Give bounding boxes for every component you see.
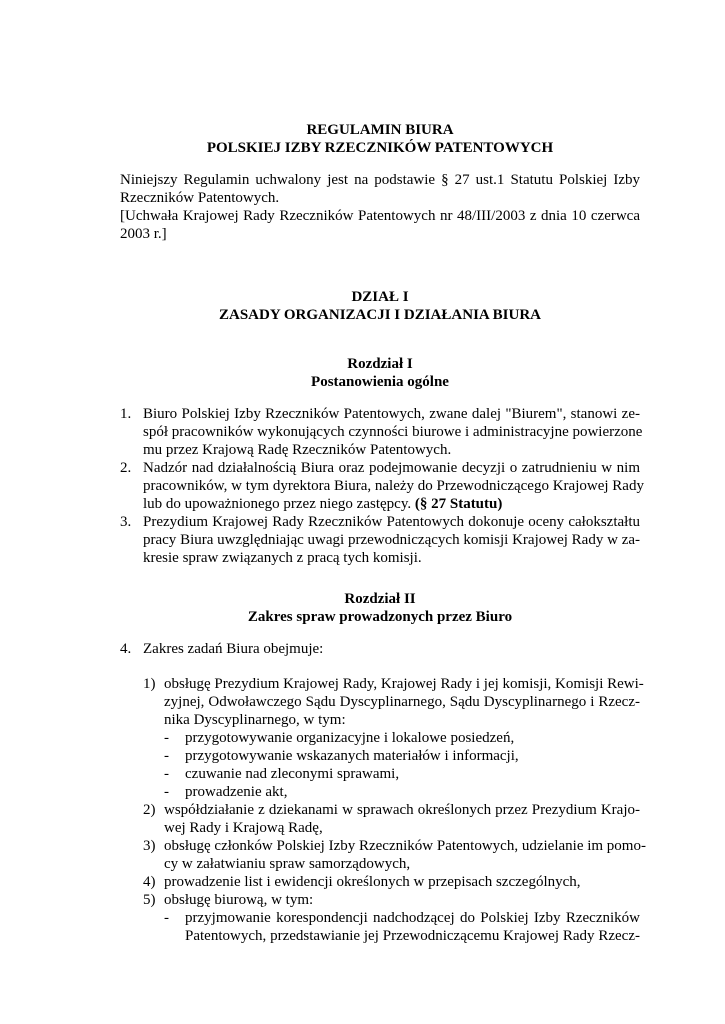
statute-reference: (§ 27 Statutu) [414, 496, 503, 512]
dash-item-5-line-1: przyjmowanie korespondencji nadchodzącej do Polskiej Izby Rzeczników [185, 910, 640, 926]
subitem-3-line-1: obsługę członków Polskiej Izby Rzeczników Patentowych, udzielanie im pomo- [164, 838, 646, 854]
document-title-line1: REGULAMIN BIURA [306, 122, 454, 138]
dash-bullet: - [164, 910, 169, 926]
subitem-4-number: 4) [143, 874, 156, 890]
chapter1-heading-line2: Postanowienia ogólne [311, 374, 449, 390]
dash-item-3: czuwanie nad zleconymi sprawami, [185, 766, 400, 782]
chapter1-heading-line1: Rozdział I [347, 356, 413, 372]
item-1-line-2: spół pracowników wykonujących czynności biurowe i administracyjne powierzone [143, 424, 643, 440]
chapter2-heading-line1: Rozdział II [344, 591, 416, 607]
division-heading-line1: DZIAŁ I [351, 289, 409, 305]
subitem-3-line-2: cy w załatwianiu spraw samorządowych, [164, 856, 411, 872]
subitem-4-line-1: prowadzenie list i ewidencji określonych w przepisach szczególnych, [164, 874, 581, 890]
dash-bullet: - [164, 784, 169, 800]
dash-item-5-line-2: Patentowych, przedstawianie jej Przewodniczącemu Krajowej Rady Rzecz- [185, 928, 640, 944]
item-4-text: Zakres zadań Biura obejmuje: [143, 641, 324, 657]
item-3-line-1: Prezydium Krajowej Rady Rzeczników Patentowych dokonuje oceny całokształtu [143, 514, 640, 530]
dash-item-4: prowadzenie akt, [185, 784, 288, 800]
subitem-1-number: 1) [143, 676, 156, 692]
dash-item-1: przygotowywanie organizacyjne i lokalowe posiedzeń, [185, 730, 515, 746]
subitem-3-number: 3) [143, 838, 156, 854]
item-3-line-3: kresie spraw związanych z pracą tych komisji. [143, 550, 422, 566]
dash-bullet: - [164, 766, 169, 782]
item-1-line-3: mu przez Krajową Radę Rzeczników Patentowych. [143, 442, 452, 458]
subitem-5-line-1: obsługę biurową, w tym: [164, 892, 314, 908]
subitem-1-line-2: zyjnej, Odwoławczego Sądu Dyscyplinarnego, Sądu Dyscyplinarnego i Rzecz- [164, 694, 640, 710]
item-1-number: 1. [120, 406, 132, 422]
item-2-line-2: pracowników, w tym dyrektora Biura, należy do Przewodniczącego Krajowej Rady [143, 478, 644, 494]
chapter2-heading-line2: Zakres spraw prowadzonych przez Biuro [247, 609, 513, 625]
intro-line-2: Rzeczników Patentowych. [120, 190, 280, 206]
subitem-5-number: 5) [143, 892, 156, 908]
intro-line-4: 2003 r.] [120, 226, 167, 242]
subitem-1-line-1: obsługę Prezydium Krajowej Rady, Krajowej Rady i jej komisji, Komisji Rewi- [164, 676, 644, 692]
item-3-number: 3. [120, 514, 132, 530]
document-title-line2: POLSKIEJ IZBY RZECZNIKÓW PATENTOWYCH [206, 140, 554, 156]
dash-bullet: - [164, 730, 169, 746]
item-3-line-2: pracy Biura uwzględniając uwagi przewodniczących komisji Krajowej Rady w za- [143, 532, 640, 548]
dash-item-2: przygotowywanie wskazanych materiałów i informacji, [185, 748, 519, 764]
item-1-line-1: Biuro Polskiej Izby Rzeczników Patentowych, zwane dalej "Biurem", stanowi ze- [143, 406, 640, 422]
item-2-number: 2. [120, 460, 132, 476]
dash-bullet: - [164, 748, 169, 764]
item-2-line-3 [143, 495, 502, 513]
item-2-line-3-text: lub do upoważnionego przez niego zastępcy. [143, 496, 412, 512]
item-4-number: 4. [120, 641, 132, 657]
division-heading-line2: ZASADY ORGANIZACJI I DZIAŁANIA BIURA [219, 307, 541, 323]
subitem-2-number: 2) [143, 802, 156, 818]
item-2-line-1: Nadzór nad działalnością Biura oraz podejmowanie decyzji o zatrudnieniu w nim [143, 460, 640, 476]
subitem-1-line-3: nika Dyscyplinarnego, w tym: [164, 712, 346, 728]
intro-line-1: Niniejszy Regulamin uchwalony jest na podstawie § 27 ust.1 Statutu Polskiej Izby [120, 172, 640, 188]
intro-line-3: [Uchwała Krajowej Rady Rzeczników Patentowych nr 48/III/2003 z dnia 10 czerwca [120, 208, 640, 224]
subitem-2-line-2: wej Rady i Krajową Radę, [164, 820, 323, 836]
subitem-2-line-1: współdziałanie z dziekanami w sprawach określonych przez Prezydium Krajo- [164, 802, 640, 818]
